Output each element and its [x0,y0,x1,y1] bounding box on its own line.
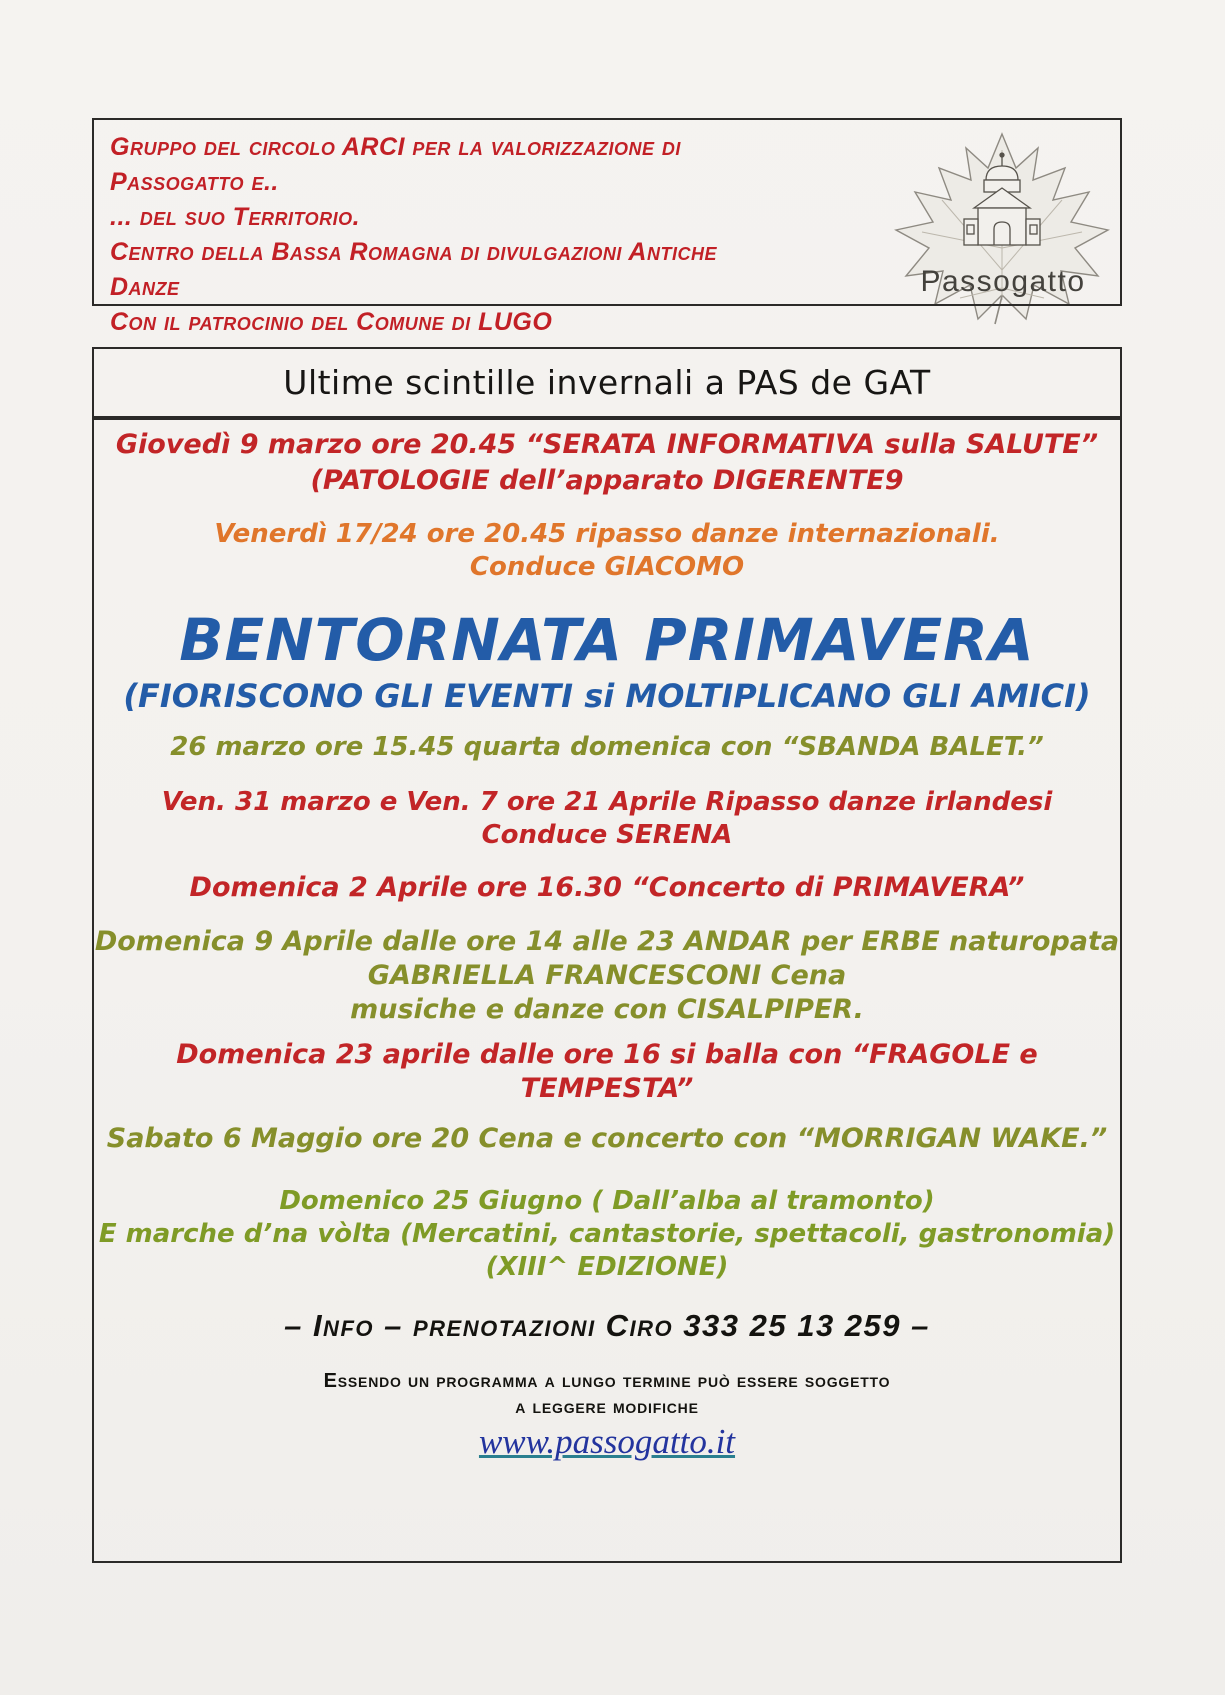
event-line: Venerdì 17/24 ore 20.45 ripasso danze internazionali. [214,519,1000,549]
event-line: Domenica 9 Aprile dalle ore 14 alle 23 ANDAR per ERBE naturopata [94,926,1120,957]
event-line: Giovedì 9 marzo ore 20.45 “SERATA INFORMATIVA sulla SALUTE” [115,429,1099,460]
header-box [92,118,1122,336]
program-box [92,418,1122,1563]
header-line: Centro della Bassa Romagna di divulgazioni Antiche [110,238,717,266]
event-line: Domenica 2 Aprile ore 16.30 “Concerto di PRIMAVERA” [189,872,1025,903]
logo-label: Passogatto [920,265,1086,298]
website-link[interactable]: www.passogatto.it [478,1422,736,1461]
event-line: musiche e danze con CISALPIPER. [350,994,864,1025]
event-line: Ven. 31 marzo e Ven. 7 ore 21 Aprile Ripasso danze irlandesi [161,787,1053,817]
event-line: Sabato 6 Maggio ore 20 Cena e concerto con “MORRIGAN WAKE.” [106,1123,1108,1154]
event-line: Domenico 25 Giugno ( Dall’alba al tramonto) [279,1186,935,1216]
event-line: (FIORISCONO GLI EVENTI si MOLTIPLICANO GLI AMICI) [123,677,1091,715]
event-line: Conduce SERENA [481,820,733,850]
event-line: GABRIELLA FRANCESCONI Cena [367,960,847,991]
header-line: Passogatto e.. [110,168,279,196]
event-line: (PATOLOGIE dell’apparato DIGERENTE9 [310,465,904,496]
event-line: (XIII^ EDIZIONE) [485,1252,729,1282]
header-line: Danze [110,273,180,301]
event-line: Domenica 23 aprile dalle ore 16 si balla con “FRAGOLE e TEMPESTA” [176,1039,1038,1104]
header-line: Gruppo del circolo ARCI per la valorizzazione di [110,133,681,161]
flyer-title: Ultime scintille invernali a PAS de GAT [283,363,931,402]
event-line: 26 marzo ore 15.45 quarta domenica con “SBANDA BALET.” [170,732,1044,762]
event-line: Conduce GIACOMO [469,552,745,582]
title-bar [92,347,1122,418]
info-line: – Info – prenotazioni Ciro 333 25 13 259 – [284,1308,930,1343]
disclaimer-line: Essendo un programma a lungo termine può essere soggetto [323,1370,891,1392]
event-line: E marche d’na vòlta (Mercatini, cantastorie, spettacoli, gastronomia) [98,1219,1116,1249]
event-line: BENTORNATA PRIMAVERA [179,606,1035,674]
header-line: ... del suo Territorio. [110,203,361,231]
disclaimer-line: a leggere modifiche [515,1396,699,1418]
header-line: Con il patrocinio del Comune di LUGO [110,308,553,336]
